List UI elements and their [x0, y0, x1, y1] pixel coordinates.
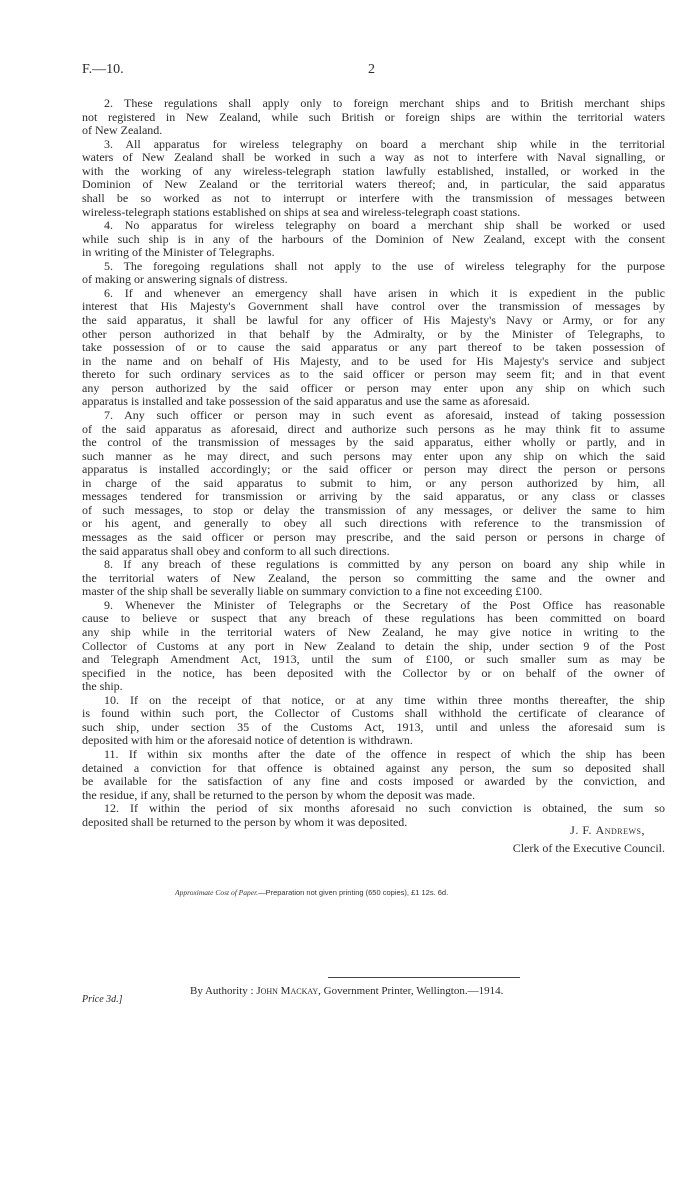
text-line: of making or answering signals of distress.: [82, 273, 288, 287]
divider: [328, 977, 520, 978]
text-line: apparatus is installed and take possession of the said apparatus and use the same as aforesaid.: [82, 395, 530, 409]
cost-text: —Preparation not given printing (650 copies), £1 12s. 6d.: [258, 888, 449, 897]
paragraph: [82, 287, 665, 409]
text-line: deposited shall be returned to the person by whom it was deposited.: [82, 815, 408, 829]
text-line: master of the ship shall be severally liable on summary conviction to a fine not exceeding £100.: [82, 585, 543, 599]
text-line: 4. No apparatus for wireless telegraphy on board a merchant ship shall be worked or used: [104, 219, 665, 233]
text-line: detained a conviction for that offence is obtained against any person, the sum so deposited shall: [82, 761, 665, 775]
text-line: messages as the said officer or person may prescribe, and the said person or persons in charge of: [82, 531, 665, 544]
text-line: 6. If and whenever an emergency shall have arisen in which it is expedient in the public: [104, 286, 665, 300]
paragraph: [82, 694, 665, 748]
text-line: 5. The foregoing regulations shall not apply to the use of wireless telegraphy for the purpose: [104, 259, 665, 273]
signatory-name: [570, 823, 645, 838]
text-line: or his agent, and generally to obey all such directions with reference to the transmission of: [82, 517, 665, 531]
document-number: F.—10.: [82, 62, 124, 77]
cost-label: Approximate Cost of Paper.: [175, 888, 259, 897]
text-line: in writing of the Minister of Telegraphs.: [82, 246, 275, 260]
imprint-suffix: Government Printer, Wellington.—1914.: [320, 985, 504, 997]
text-line: and Telegraph Amendment Act, 1913, until the sum of £100, or such smaller sum as may be: [82, 653, 665, 667]
text-line: any person authorized by the said officer or person may enter upon any ship on which such: [82, 381, 665, 395]
text-line: interest that His Majesty's Government shall have control over the transmission of messages by: [82, 300, 665, 314]
text-line: the territorial waters of New Zealand, the person so committing the same and the owner and: [82, 571, 665, 585]
signatory-initials: J. F.: [570, 823, 596, 837]
text-line: other person authorized in that behalf by the Admiralty, or by the Minister of Telegraphs, to: [82, 327, 665, 341]
text-line: of such messages, to stop or delay the transmission of any messages, or deliver the same to him: [82, 503, 665, 517]
regulations-body: [82, 97, 665, 829]
text-line: 10. If on the receipt of that notice, or at any time within three months thereafter, the ship: [104, 693, 665, 707]
text-line: apparatus is installed accordingly; or the said officer or person may direct the person or persons: [82, 463, 665, 477]
text-line: the ship.: [82, 680, 123, 694]
page-number: 2: [368, 62, 375, 77]
printer-imprint: [190, 985, 503, 997]
text-line: cause to believe or suspect that any breach of these regulations has been committed on board: [82, 612, 665, 626]
text-line: 3. All apparatus for wireless telegraphy on board a merchant ship while in the territorial: [104, 137, 665, 151]
text-line: Collector of Customs at any port in New Zealand to detain the ship, under section 9 of the Post: [82, 639, 665, 653]
text-line: 9. Whenever the Minister of Telegraphs or the Secretary of the Post Office has reasonable: [104, 598, 665, 612]
signatory-surname: Andrews,: [595, 823, 645, 837]
text-line: 7. Any such officer or person may in such event as aforesaid, instead of taking possession: [104, 408, 665, 422]
text-line: wireless-telegraph stations established on ships at sea and wireless-telegraph coast stations.: [82, 205, 521, 219]
imprint-prefix: By Authority :: [190, 985, 257, 997]
paragraph: [82, 97, 665, 138]
text-line: the said apparatus shall obey and conform to all such directions.: [82, 544, 390, 558]
text-line: is found within such port, the Collector of Customs shall withhold the certificate of clearance of: [82, 707, 665, 721]
text-line: 2. These regulations shall apply only to foreign merchant ships and to British merchant ships: [104, 97, 665, 110]
text-line: waters of New Zealand shall be worked in such a way as not to interfere with Naval signalling, or: [82, 151, 665, 165]
paragraph: [82, 748, 665, 802]
text-line: in the name and on behalf of His Majesty, and to be used for His Majesty's service and subject: [82, 354, 665, 368]
text-line: any ship while in the territorial waters of New Zealand, he may give notice in writing to the: [82, 625, 665, 639]
price: Price 3d.]: [82, 994, 123, 1005]
text-line: of New Zealand.: [82, 124, 163, 138]
text-line: Dominion of New Zealand or the territorial waters thereof; and, in particular, the said apparatus: [82, 178, 665, 192]
text-line: thereto for such ordinary services as to the said officer or person may seem fit; and in that event: [82, 368, 665, 382]
text-line: be available for the satisfaction of any fine and costs imposed or awarded by the conviction, and: [82, 775, 665, 789]
text-line: shall be so worked as not to interrupt or interfere with the transmission of messages between: [82, 191, 665, 205]
text-line: while such ship is in any of the harbours of the Dominion of New Zealand, except with the consent: [82, 232, 665, 246]
text-line: 8. If any breach of these regulations is committed by any person on board any ship while in: [104, 558, 665, 572]
text-line: the said apparatus, it shall be lawful for any officer of His Majesty's Navy or Army, or for any: [82, 314, 665, 327]
cost-note: [175, 888, 448, 897]
text-line: messages tendered for transmission or arriving by the said apparatus, or any class or classes: [82, 490, 665, 504]
text-line: with the working of any wireless-telegraph station lawfully established, installed, or worked in the: [82, 164, 665, 178]
text-line: in charge of the said apparatus to submit to him, or any person authorized by him, all: [82, 476, 665, 490]
paragraph: [82, 409, 665, 558]
text-line: take possession of or to cause the said apparatus or any part thereof to be taken possession of: [82, 341, 665, 355]
text-line: specified in the notice, has been deposited with the Collector by or on behalf of the owner of: [82, 666, 665, 680]
paragraph: [82, 558, 665, 599]
paragraph: [82, 138, 665, 219]
text-line: not registered in New Zealand, while such British or foreign ships are within the territorial waters: [82, 110, 665, 124]
text-line: deposited with him or the aforesaid notice of detention is withdrawn.: [82, 734, 413, 748]
paragraph: [82, 599, 665, 694]
text-line: of the said apparatus as aforesaid, direct and authorize such persons as he may think fit to assume: [82, 422, 665, 436]
paragraph: [82, 219, 665, 260]
text-line: such manner as he may direct, and such persons may enter upon any ship on which the said: [82, 449, 665, 463]
paragraph: [82, 260, 665, 287]
text-line: 11. If within six months after the date of the offence in respect of which the ship has been: [104, 748, 665, 761]
imprint-printer: John Mackay,: [256, 985, 321, 997]
text-line: the control of the transmission of messages by the said apparatus, either wholly or partly, and in: [82, 436, 665, 450]
text-line: the residue, if any, shall be returned to the person by whom the deposit was made.: [82, 788, 476, 802]
text-line: such ship, under section 35 of the Customs Act, 1913, until and unless the aforesaid sum is: [82, 720, 665, 734]
text-line: 12. If within the period of six months aforesaid no such conviction is obtained, the sum so: [104, 802, 665, 816]
signatory-title: Clerk of the Executive Council.: [512, 841, 665, 855]
